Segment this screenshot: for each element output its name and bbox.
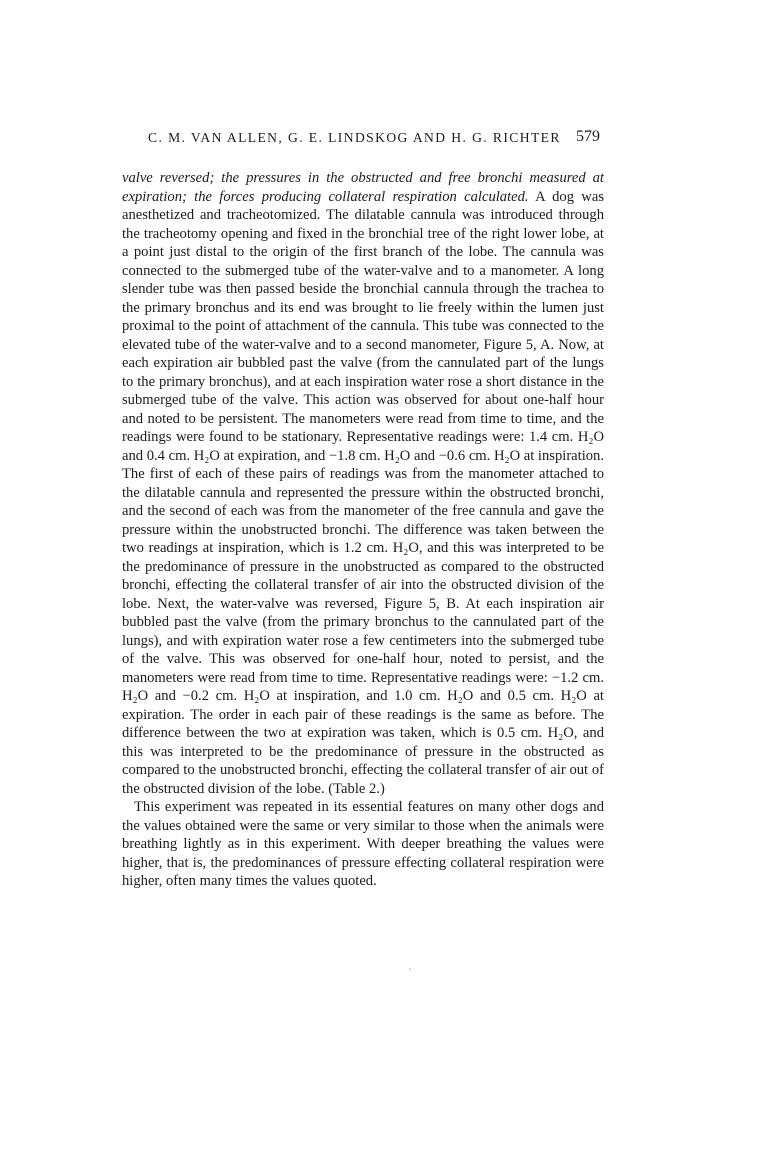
speck-mark — [409, 968, 411, 970]
paragraph-1 — [122, 169, 604, 798]
body-text — [122, 169, 604, 891]
paragraph-1-italic-lead: valve reversed; the pressures in the obstructed and free bronchi measured at expiration; the forces producing collateral respiration calculated. — [122, 170, 604, 205]
page-number: 579 — [576, 128, 600, 145]
paragraph-1-text: A dog was anesthetized and tracheotomized. The dilatable cannula was introduced through the tracheotomy opening and fixed in the bronchial tree of the right lower lobe, at a point just distal to the origin of the first branch of the lobe. The cannula was connected to the submerged tube of the water-valve and to a manometer. A long slender tube was then passed beside the bronchial cannula through the trachea to the primary bronchus and its end was brought to lie freely within the lumen just proximal to the point of attachment of the cannula. This tube was connected to the elevated tube of the water-valve and to a second manometer, Figure 5, A. Now, at each expiration air bubbled past the valve (from the cannulated part of the lungs to the primary bronchus), and at each inspiration water rose a short distance in the submerged tube of the valve. This action was observed for about one-half hour and noted to be persistent. The manometers were read from time to time, and the readings were found to be stationary. Representative readings were: 1.4 cm. H₂O and 0.4 cm. H₂O at expiration, and −1.8 cm. H₂O and −0.6 cm. H₂O at inspiration. The first of each of these pairs of readings was from the manometer attached to the dilatable cannula and represented the pressure within the obstructed bronchi, and the second of each was from the manometer of the free cannula and gave the pressure within the unobstructed bronchi. The difference was taken between the two readings at inspiration, which is 1.2 cm. H₂O, and this was interpreted to be the predominance of pressure in the unobstructed as compared to the obstructed bronchi, effecting the collateral transfer of air into the obstructed division of the lobe. Next, the water-valve was reversed, Figure 5, B. At each inspiration air bubbled past the valve (from the primary bronchus to the cannulated part of the lungs), and with expiration water rose a few centimeters into the submerged tube of the valve. This was observed for one-half hour, noted to persist, and the manometers were read from time to time. Representative readings were: −1.2 cm. H₂O and −0.2 cm. H₂O at inspiration, and 1.0 cm. H₂O and 0.5 cm. H₂O at expiration. The order in each pair of these readings is the same as before. The difference between the two at expiration was taken, which is 0.5 cm. H₂O, and this was interpreted to be the predominance of pressure in the obstructed as compared to the unobstructed bronchi, effecting the collateral transfer of air out of the obstructed division of the lobe. (Table 2.) — [122, 188, 605, 797]
paragraph-2: This experiment was repeated in its essential features on many other dogs and the values obtained were the same or very similar to those when the animals were breathing lightly as in this experiment. With deeper breathing the values were higher, that is, the predominances of pressure effecting collateral respiration were higher, often many times the values quoted. — [122, 799, 604, 889]
running-head-authors: C. M. VAN ALLEN, G. E. LINDSKOG AND H. G. RICHTER — [148, 130, 561, 145]
running-head — [126, 128, 600, 150]
